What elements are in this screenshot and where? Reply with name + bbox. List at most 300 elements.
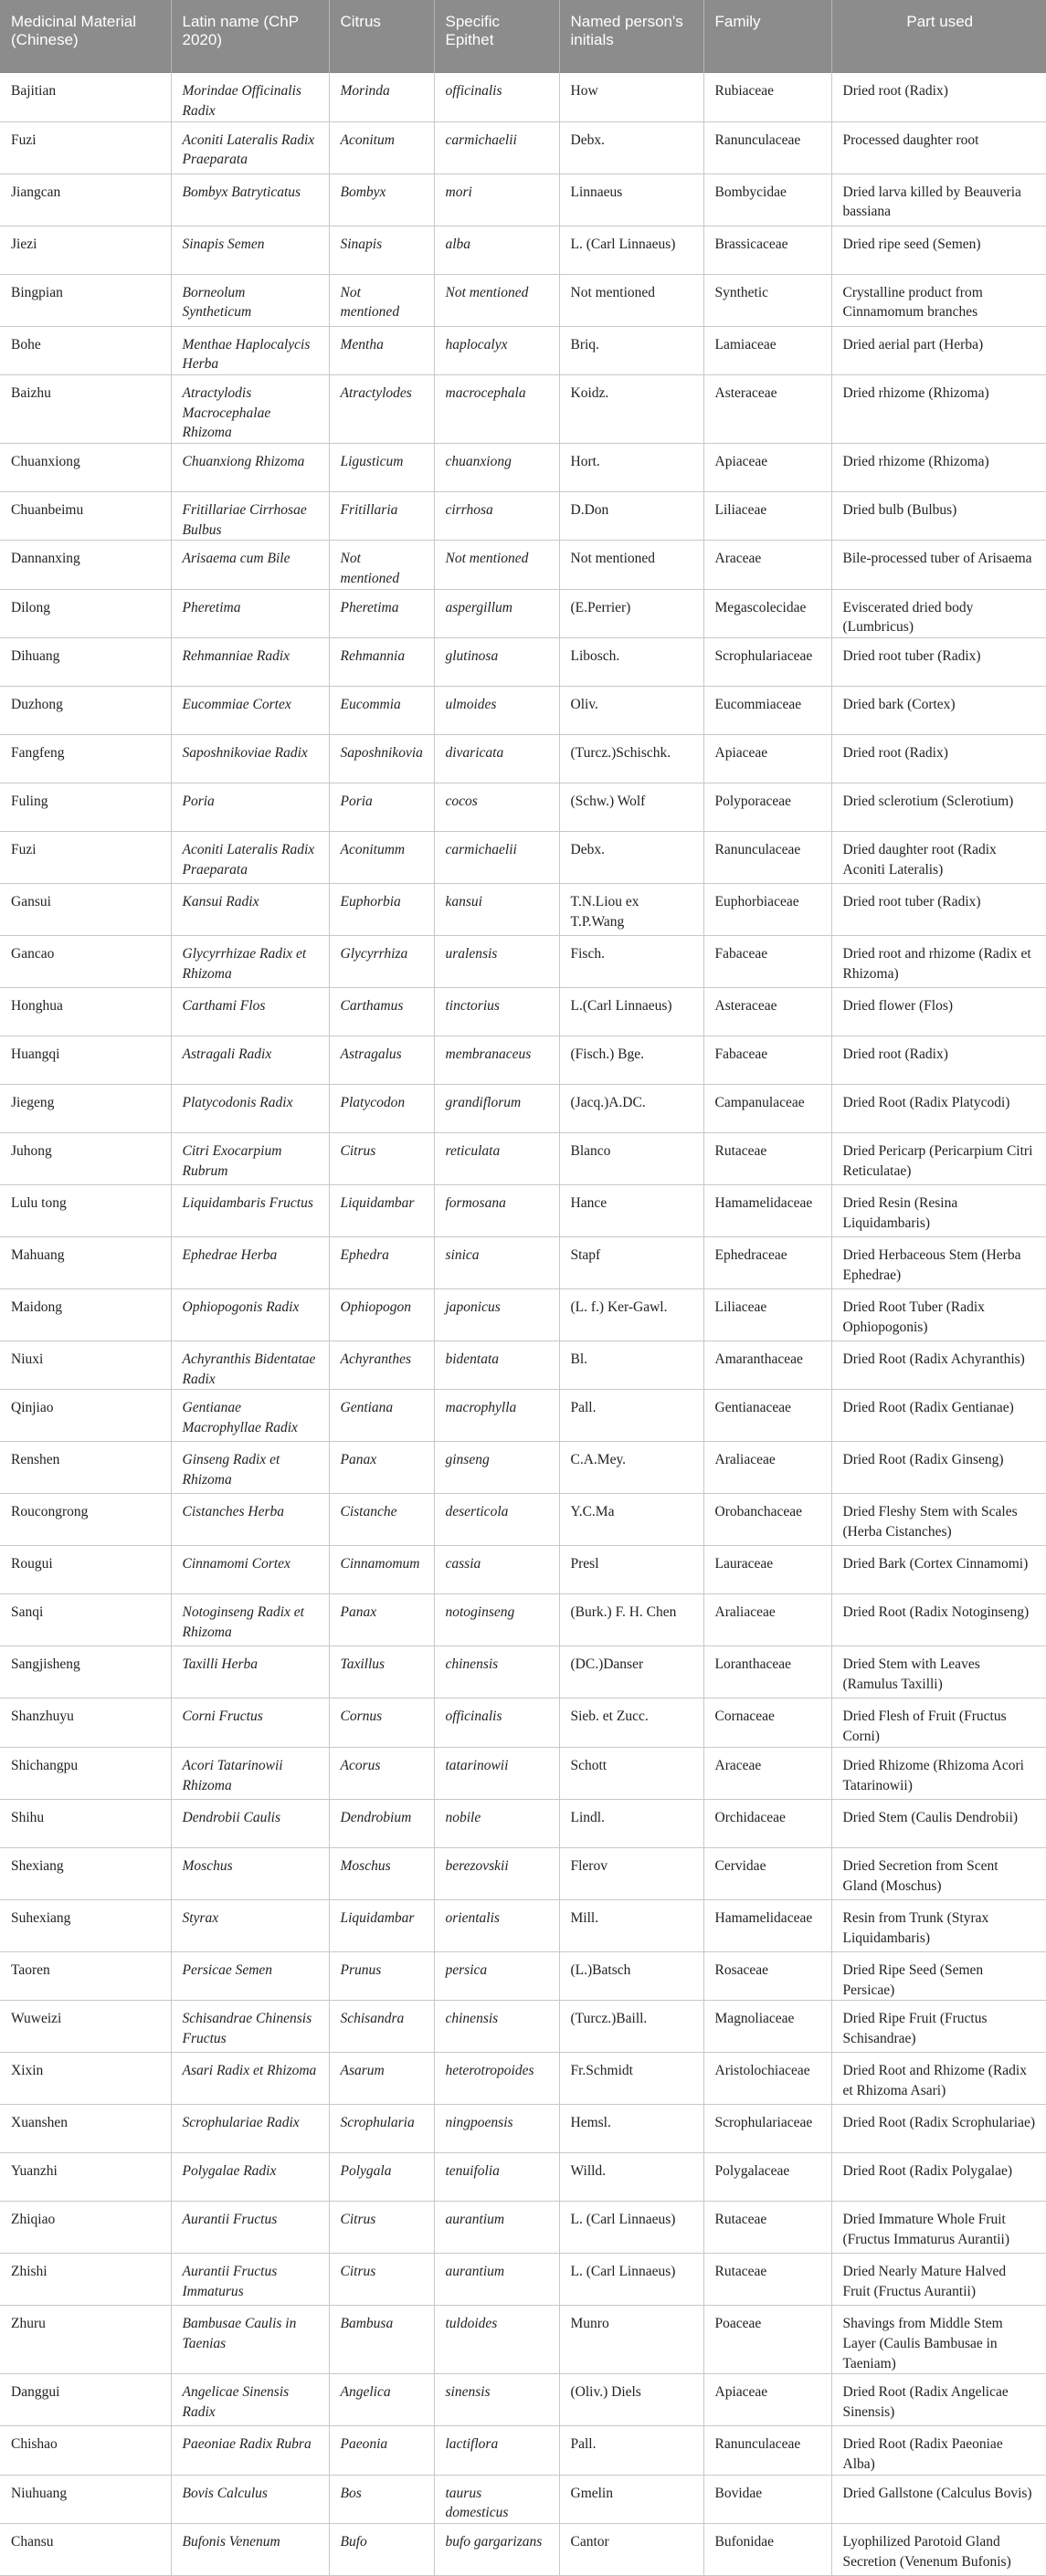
cell-named-person-initials: (DC.)Danser [559, 1646, 703, 1698]
cell-latin-name: Schisandrae Chinensis Fructus [171, 2001, 329, 2053]
cell-medicinal-material: Sanqi [0, 1594, 171, 1646]
cell-latin-name: Morindae Officinalis Radix [171, 73, 329, 121]
cell-specific-epithet: grandiflorum [434, 1085, 559, 1133]
cell-family: Orchidaceae [703, 1799, 831, 1847]
cell-latin-name: Astragali Radix [171, 1036, 329, 1085]
cell-medicinal-material: Gansui [0, 884, 171, 936]
cell-part-used: Dried Root (Radix Notoginseng) [831, 1594, 1046, 1646]
cell-medicinal-material: Fangfeng [0, 735, 171, 783]
cell-latin-name: Ophiopogonis Radix [171, 1289, 329, 1341]
cell-named-person-initials: Briq. [559, 326, 703, 374]
cell-citrus: Bombyx [329, 173, 434, 226]
cell-citrus: Citrus [329, 2254, 434, 2306]
cell-family: Hamamelidaceae [703, 1899, 831, 1951]
cell-citrus: Prunus [329, 1951, 434, 2000]
cell-medicinal-material: Yuanzhi [0, 2153, 171, 2202]
cell-family: Campanulaceae [703, 1085, 831, 1133]
table-row [0, 1442, 1046, 1494]
cell-latin-name: Pheretima [171, 589, 329, 637]
cell-medicinal-material: Renshen [0, 1442, 171, 1494]
cell-citrus: Liquidambar [329, 1185, 434, 1237]
cell-named-person-initials: (Turcz.)Schischk. [559, 735, 703, 783]
cell-part-used: Dried Root and Rhizome (Radix et Rhizoma Asari) [831, 2053, 1046, 2105]
cell-specific-epithet: officinalis [434, 73, 559, 121]
cell-family: Fabaceae [703, 1036, 831, 1085]
cell-latin-name: Dendrobii Caulis [171, 1799, 329, 1847]
cell-citrus: Asarum [329, 2053, 434, 2105]
cell-medicinal-material: Jiegeng [0, 1085, 171, 1133]
table-row [0, 491, 1046, 540]
cell-specific-epithet: sinensis [434, 2374, 559, 2426]
cell-part-used: Dried root tuber (Radix) [831, 638, 1046, 687]
cell-named-person-initials: Flerov [559, 1847, 703, 1899]
cell-medicinal-material: Honghua [0, 988, 171, 1036]
cell-specific-epithet: macrophylla [434, 1390, 559, 1442]
cell-part-used: Dried Pericarp (Pericarpium Citri Reticulatae) [831, 1133, 1046, 1185]
table-row [0, 1698, 1046, 1747]
cell-medicinal-material: Xuanshen [0, 2105, 171, 2153]
cell-named-person-initials: Fisch. [559, 936, 703, 988]
cell-medicinal-material: Mahuang [0, 1237, 171, 1289]
cell-citrus: Ligusticum [329, 443, 434, 491]
cell-family: Megascolecidae [703, 589, 831, 637]
cell-medicinal-material: Fuzi [0, 121, 171, 173]
cell-named-person-initials: (Oliv.) Diels [559, 2374, 703, 2426]
table-row [0, 2475, 1046, 2523]
cell-citrus: Achyranthes [329, 1341, 434, 1390]
cell-medicinal-material: Niuhuang [0, 2475, 171, 2523]
cell-part-used: Dried larva killed by Beauveria bassiana [831, 173, 1046, 226]
cell-latin-name: Angelicae Sinensis Radix [171, 2374, 329, 2426]
cell-citrus: Pheretima [329, 589, 434, 637]
table-row [0, 2001, 1046, 2053]
cell-citrus: Angelica [329, 2374, 434, 2426]
cell-named-person-initials: D.Don [559, 491, 703, 540]
cell-family: Araceae [703, 541, 831, 589]
cell-family: Eucommiaceae [703, 687, 831, 735]
table-row [0, 832, 1046, 884]
cell-citrus: Cistanche [329, 1494, 434, 1546]
table-row [0, 2153, 1046, 2202]
cell-latin-name: Moschus [171, 1847, 329, 1899]
cell-latin-name: Polygalae Radix [171, 2153, 329, 2202]
cell-named-person-initials: L. (Carl Linnaeus) [559, 2202, 703, 2254]
cell-family: Bufonidae [703, 2524, 831, 2576]
cell-specific-epithet: officinalis [434, 1698, 559, 1747]
cell-medicinal-material: Taoren [0, 1951, 171, 2000]
cell-latin-name: Aconiti Lateralis Radix Praeparata [171, 832, 329, 884]
cell-citrus: Panax [329, 1442, 434, 1494]
cell-latin-name: Rehmanniae Radix [171, 638, 329, 687]
cell-latin-name: Cistanches Herba [171, 1494, 329, 1546]
cell-latin-name: Ginseng Radix et Rhizoma [171, 1442, 329, 1494]
table-row [0, 2105, 1046, 2153]
cell-latin-name: Aurantii Fructus [171, 2202, 329, 2254]
cell-named-person-initials: Not mentioned [559, 274, 703, 326]
cell-citrus: Panax [329, 1594, 434, 1646]
cell-latin-name: Carthami Flos [171, 988, 329, 1036]
cell-latin-name: Notoginseng Radix et Rhizoma [171, 1594, 329, 1646]
cell-named-person-initials: Blanco [559, 1133, 703, 1185]
cell-citrus: Ephedra [329, 1237, 434, 1289]
cell-latin-name: Aconiti Lateralis Radix Praeparata [171, 121, 329, 173]
cell-part-used: Dried ripe seed (Semen) [831, 226, 1046, 274]
cell-specific-epithet: membranaceus [434, 1036, 559, 1085]
cell-medicinal-material: Shanzhuyu [0, 1698, 171, 1747]
cell-latin-name: Gentianae Macrophyllae Radix [171, 1390, 329, 1442]
table-row [0, 1237, 1046, 1289]
cell-family: Cervidae [703, 1847, 831, 1899]
cell-part-used: Dried rhizome (Rhizoma) [831, 374, 1046, 443]
cell-named-person-initials: How [559, 73, 703, 121]
cell-specific-epithet: Not mentioned [434, 541, 559, 589]
cell-specific-epithet: ningpoensis [434, 2105, 559, 2153]
cell-medicinal-material: Niuxi [0, 1341, 171, 1390]
cell-specific-epithet: tuldoides [434, 2306, 559, 2374]
cell-part-used: Dried Resin (Resina Liquidambaris) [831, 1185, 1046, 1237]
cell-latin-name: Saposhnikoviae Radix [171, 735, 329, 783]
cell-medicinal-material: Suhexiang [0, 1899, 171, 1951]
cell-specific-epithet: lactiflora [434, 2426, 559, 2475]
cell-named-person-initials: Libosch. [559, 638, 703, 687]
cell-named-person-initials: Pall. [559, 2426, 703, 2475]
table-row [0, 2202, 1046, 2254]
cell-citrus: Cinnamomum [329, 1546, 434, 1594]
cell-part-used: Dried bark (Cortex) [831, 687, 1046, 735]
cell-named-person-initials: Hance [559, 1185, 703, 1237]
cell-citrus: Schisandra [329, 2001, 434, 2053]
cell-latin-name: Ephedrae Herba [171, 1237, 329, 1289]
cell-specific-epithet: divaricata [434, 735, 559, 783]
cell-named-person-initials: C.A.Mey. [559, 1442, 703, 1494]
cell-family: Bovidae [703, 2475, 831, 2523]
cell-citrus: Moschus [329, 1847, 434, 1899]
cell-specific-epithet: tatarinowii [434, 1747, 559, 1799]
cell-named-person-initials: (Burk.) F. H. Chen [559, 1594, 703, 1646]
table-row [0, 173, 1046, 226]
cell-medicinal-material: Shexiang [0, 1847, 171, 1899]
cell-medicinal-material: Shihu [0, 1799, 171, 1847]
cell-medicinal-material: Qinjiao [0, 1390, 171, 1442]
cell-citrus: Fritillaria [329, 491, 434, 540]
cell-medicinal-material: Danggui [0, 2374, 171, 2426]
cell-specific-epithet: cassia [434, 1546, 559, 1594]
cell-medicinal-material: Bajitian [0, 73, 171, 121]
cell-part-used: Dried Root (Radix Ginseng) [831, 1442, 1046, 1494]
cell-specific-epithet: notoginseng [434, 1594, 559, 1646]
cell-citrus: Polygala [329, 2153, 434, 2202]
cell-named-person-initials: Presl [559, 1546, 703, 1594]
cell-medicinal-material: Dilong [0, 589, 171, 637]
cell-medicinal-material: Sangjisheng [0, 1646, 171, 1698]
cell-part-used: Dried rhizome (Rhizoma) [831, 443, 1046, 491]
cell-family: Apiaceae [703, 443, 831, 491]
cell-specific-epithet: tenuifolia [434, 2153, 559, 2202]
cell-latin-name: Citri Exocarpium Rubrum [171, 1133, 329, 1185]
cell-medicinal-material: Xixin [0, 2053, 171, 2105]
table-row [0, 226, 1046, 274]
table-row [0, 783, 1046, 832]
cell-family: Polygalaceae [703, 2153, 831, 2202]
cell-specific-epithet: bidentata [434, 1341, 559, 1390]
table-row [0, 988, 1046, 1036]
cell-family: Polyporaceae [703, 783, 831, 832]
cell-family: Scrophulariaceae [703, 2105, 831, 2153]
table-row [0, 2306, 1046, 2374]
cell-latin-name: Sinapis Semen [171, 226, 329, 274]
cell-family: Ephedraceae [703, 1237, 831, 1289]
cell-named-person-initials: Debx. [559, 832, 703, 884]
cell-named-person-initials: Willd. [559, 2153, 703, 2202]
cell-part-used: Dried daughter root (Radix Aconiti Lateralis) [831, 832, 1046, 884]
cell-specific-epithet: sinica [434, 1237, 559, 1289]
cell-specific-epithet: uralensis [434, 936, 559, 988]
cell-medicinal-material: Jiezi [0, 226, 171, 274]
cell-latin-name: Bovis Calculus [171, 2475, 329, 2523]
cell-specific-epithet: chinensis [434, 1646, 559, 1698]
table-row [0, 1390, 1046, 1442]
cell-part-used: Dried Root Tuber (Radix Ophiopogonis) [831, 1289, 1046, 1341]
cell-medicinal-material: Bingpian [0, 274, 171, 326]
cell-latin-name: Paeoniae Radix Rubra [171, 2426, 329, 2475]
cell-medicinal-material: Juhong [0, 1133, 171, 1185]
cell-specific-epithet: haplocalyx [434, 326, 559, 374]
cell-part-used: Dried Root (Radix Polygalae) [831, 2153, 1046, 2202]
cell-named-person-initials: Schott [559, 1747, 703, 1799]
cell-part-used: Dried Herbaceous Stem (Herba Ephedrae) [831, 1237, 1046, 1289]
cell-specific-epithet: berezovskii [434, 1847, 559, 1899]
table-row [0, 2374, 1046, 2426]
cell-citrus: Scrophularia [329, 2105, 434, 2153]
cell-citrus: Saposhnikovia [329, 735, 434, 783]
cell-specific-epithet: ginseng [434, 1442, 559, 1494]
cell-part-used: Dried Root (Radix Scrophulariae) [831, 2105, 1046, 2153]
table-row [0, 2254, 1046, 2306]
cell-medicinal-material: Roucongrong [0, 1494, 171, 1546]
cell-medicinal-material: Huangqi [0, 1036, 171, 1085]
cell-part-used: Crystalline product from Cinnamomum branches [831, 274, 1046, 326]
cell-part-used: Dried root tuber (Radix) [831, 884, 1046, 936]
cell-medicinal-material: Dihuang [0, 638, 171, 687]
table-row [0, 1289, 1046, 1341]
cell-part-used: Dried Fleshy Stem with Scales (Herba Cistanches) [831, 1494, 1046, 1546]
header-part-used: Part used [831, 0, 1046, 73]
cell-citrus: Aconitum [329, 121, 434, 173]
cell-part-used: Dried Rhizome (Rhizoma Acori Tatarinowii) [831, 1747, 1046, 1799]
cell-latin-name: Corni Fructus [171, 1698, 329, 1747]
table-row [0, 936, 1046, 988]
cell-specific-epithet: carmichaelii [434, 121, 559, 173]
cell-named-person-initials: Stapf [559, 1237, 703, 1289]
cell-latin-name: Arisaema cum Bile [171, 541, 329, 589]
table-row [0, 274, 1046, 326]
cell-family: Asteraceae [703, 988, 831, 1036]
cell-family: Poaceae [703, 2306, 831, 2374]
cell-part-used: Eviscerated dried body (Lumbricus) [831, 589, 1046, 637]
cell-part-used: Dried Ripe Fruit (Fructus Schisandrae) [831, 2001, 1046, 2053]
cell-specific-epithet: carmichaelii [434, 832, 559, 884]
table-row [0, 1847, 1046, 1899]
cell-family: Hamamelidaceae [703, 1185, 831, 1237]
cell-family: Lamiaceae [703, 326, 831, 374]
cell-part-used: Dried bulb (Bulbus) [831, 491, 1046, 540]
cell-latin-name: Fritillariae Cirrhosae Bulbus [171, 491, 329, 540]
table-row [0, 2524, 1046, 2576]
cell-family: Araceae [703, 1747, 831, 1799]
table-row [0, 443, 1046, 491]
cell-citrus: Cornus [329, 1698, 434, 1747]
cell-medicinal-material: Gancao [0, 936, 171, 988]
cell-named-person-initials: Debx. [559, 121, 703, 173]
cell-part-used: Lyophilized Parotoid Gland Secretion (Venenum Bufonis) [831, 2524, 1046, 2576]
cell-family: Rutaceae [703, 1133, 831, 1185]
table-row [0, 121, 1046, 173]
table-row [0, 374, 1046, 443]
cell-medicinal-material: Jiangcan [0, 173, 171, 226]
cell-citrus: Taxillus [329, 1646, 434, 1698]
cell-specific-epithet: nobile [434, 1799, 559, 1847]
cell-named-person-initials: Lindl. [559, 1799, 703, 1847]
cell-latin-name: Scrophulariae Radix [171, 2105, 329, 2153]
cell-part-used: Dried Ripe Seed (Semen Persicae) [831, 1951, 1046, 2000]
cell-family: Araliaceae [703, 1594, 831, 1646]
cell-latin-name: Styrax [171, 1899, 329, 1951]
cell-family: Liliaceae [703, 1289, 831, 1341]
cell-citrus: Paeonia [329, 2426, 434, 2475]
cell-part-used: Dried root (Radix) [831, 735, 1046, 783]
cell-family: Apiaceae [703, 735, 831, 783]
cell-specific-epithet: alba [434, 226, 559, 274]
cell-named-person-initials: Munro [559, 2306, 703, 2374]
cell-named-person-initials: (E.Perrier) [559, 589, 703, 637]
cell-part-used: Dried Root (Radix Achyranthis) [831, 1341, 1046, 1390]
cell-named-person-initials: Bl. [559, 1341, 703, 1390]
cell-citrus: Bambusa [329, 2306, 434, 2374]
cell-part-used: Shavings from Middle Stem Layer (Caulis Bambusae in Taeniam) [831, 2306, 1046, 2374]
table-row [0, 1747, 1046, 1799]
table-row [0, 1185, 1046, 1237]
cell-named-person-initials: Koidz. [559, 374, 703, 443]
cell-named-person-initials: Sieb. et Zucc. [559, 1698, 703, 1747]
table-row [0, 1951, 1046, 2000]
header-citrus: Citrus [329, 0, 434, 73]
table-row [0, 884, 1046, 936]
cell-family: Brassicaceae [703, 226, 831, 274]
table-row [0, 1341, 1046, 1390]
cell-specific-epithet: cocos [434, 783, 559, 832]
cell-named-person-initials: L.(Carl Linnaeus) [559, 988, 703, 1036]
cell-citrus: Dendrobium [329, 1799, 434, 1847]
cell-part-used: Dried Bark (Cortex Cinnamomi) [831, 1546, 1046, 1594]
cell-family: Araliaceae [703, 1442, 831, 1494]
cell-latin-name: Bufonis Venenum [171, 2524, 329, 2576]
cell-family: Cornaceae [703, 1698, 831, 1747]
cell-named-person-initials: Linnaeus [559, 173, 703, 226]
cell-specific-epithet: deserticola [434, 1494, 559, 1546]
cell-latin-name: Bombyx Batryticatus [171, 173, 329, 226]
cell-family: Orobanchaceae [703, 1494, 831, 1546]
header-family: Family [703, 0, 831, 73]
cell-latin-name: Glycyrrhizae Radix et Rhizoma [171, 936, 329, 988]
cell-latin-name: Chuanxiong Rhizoma [171, 443, 329, 491]
cell-family: Amaranthaceae [703, 1341, 831, 1390]
cell-named-person-initials: (Jacq.)A.DC. [559, 1085, 703, 1133]
cell-named-person-initials: Hemsl. [559, 2105, 703, 2153]
table-row [0, 541, 1046, 589]
cell-specific-epithet: kansui [434, 884, 559, 936]
cell-part-used: Processed daughter root [831, 121, 1046, 173]
cell-medicinal-material: Duzhong [0, 687, 171, 735]
cell-latin-name: Cinnamomi Cortex [171, 1546, 329, 1594]
table-row [0, 2053, 1046, 2105]
cell-citrus: Citrus [329, 1133, 434, 1185]
cell-medicinal-material: Maidong [0, 1289, 171, 1341]
cell-citrus: Ophiopogon [329, 1289, 434, 1341]
cell-medicinal-material: Fuling [0, 783, 171, 832]
cell-latin-name: Eucommiae Cortex [171, 687, 329, 735]
cell-part-used: Dried sclerotium (Sclerotium) [831, 783, 1046, 832]
cell-family: Asteraceae [703, 374, 831, 443]
cell-named-person-initials: (L.)Batsch [559, 1951, 703, 2000]
cell-citrus: Not mentioned [329, 274, 434, 326]
cell-medicinal-material: Zhuru [0, 2306, 171, 2374]
cell-latin-name: Achyranthis Bidentatae Radix [171, 1341, 329, 1390]
cell-family: Rosaceae [703, 1951, 831, 2000]
cell-named-person-initials: Pall. [559, 1390, 703, 1442]
cell-named-person-initials: (L. f.) Ker-Gawl. [559, 1289, 703, 1341]
cell-specific-epithet: taurus domesticus [434, 2475, 559, 2523]
table-row [0, 1085, 1046, 1133]
cell-citrus: Carthamus [329, 988, 434, 1036]
cell-family: Aristolochiaceae [703, 2053, 831, 2105]
cell-family: Synthetic [703, 274, 831, 326]
cell-named-person-initials: Gmelin [559, 2475, 703, 2523]
cell-part-used: Dried root and rhizome (Radix et Rhizoma) [831, 936, 1046, 988]
cell-latin-name: Aurantii Fructus Immaturus [171, 2254, 329, 2306]
cell-latin-name: Poria [171, 783, 329, 832]
table-row [0, 638, 1046, 687]
table-row [0, 1646, 1046, 1698]
table-row [0, 1594, 1046, 1646]
cell-named-person-initials: Mill. [559, 1899, 703, 1951]
cell-family: Euphorbiaceae [703, 884, 831, 936]
cell-medicinal-material: Chuanbeimu [0, 491, 171, 540]
cell-citrus: Platycodon [329, 1085, 434, 1133]
cell-specific-epithet: cirrhosa [434, 491, 559, 540]
cell-latin-name: Platycodonis Radix [171, 1085, 329, 1133]
cell-part-used: Dried Stem (Caulis Dendrobii) [831, 1799, 1046, 1847]
cell-named-person-initials: Not mentioned [559, 541, 703, 589]
cell-latin-name: Atractylodis Macrocephalae Rhizoma [171, 374, 329, 443]
cell-family: Bombycidae [703, 173, 831, 226]
cell-citrus: Euphorbia [329, 884, 434, 936]
cell-part-used: Dried Immature Whole Fruit (Fructus Immaturus Aurantii) [831, 2202, 1046, 2254]
cell-citrus: Liquidambar [329, 1899, 434, 1951]
table-row [0, 326, 1046, 374]
cell-citrus: Poria [329, 783, 434, 832]
cell-family: Liliaceae [703, 491, 831, 540]
cell-named-person-initials: Fr.Schmidt [559, 2053, 703, 2105]
cell-specific-epithet: macrocephala [434, 374, 559, 443]
cell-citrus: Glycyrrhiza [329, 936, 434, 988]
cell-part-used: Dried Nearly Mature Halved Fruit (Fructus Aurantii) [831, 2254, 1046, 2306]
cell-named-person-initials: L. (Carl Linnaeus) [559, 226, 703, 274]
cell-citrus: Not mentioned [329, 541, 434, 589]
cell-citrus: Sinapis [329, 226, 434, 274]
cell-named-person-initials: (Fisch.) Bge. [559, 1036, 703, 1085]
cell-named-person-initials: Y.C.Ma [559, 1494, 703, 1546]
cell-specific-epithet: chuanxiong [434, 443, 559, 491]
